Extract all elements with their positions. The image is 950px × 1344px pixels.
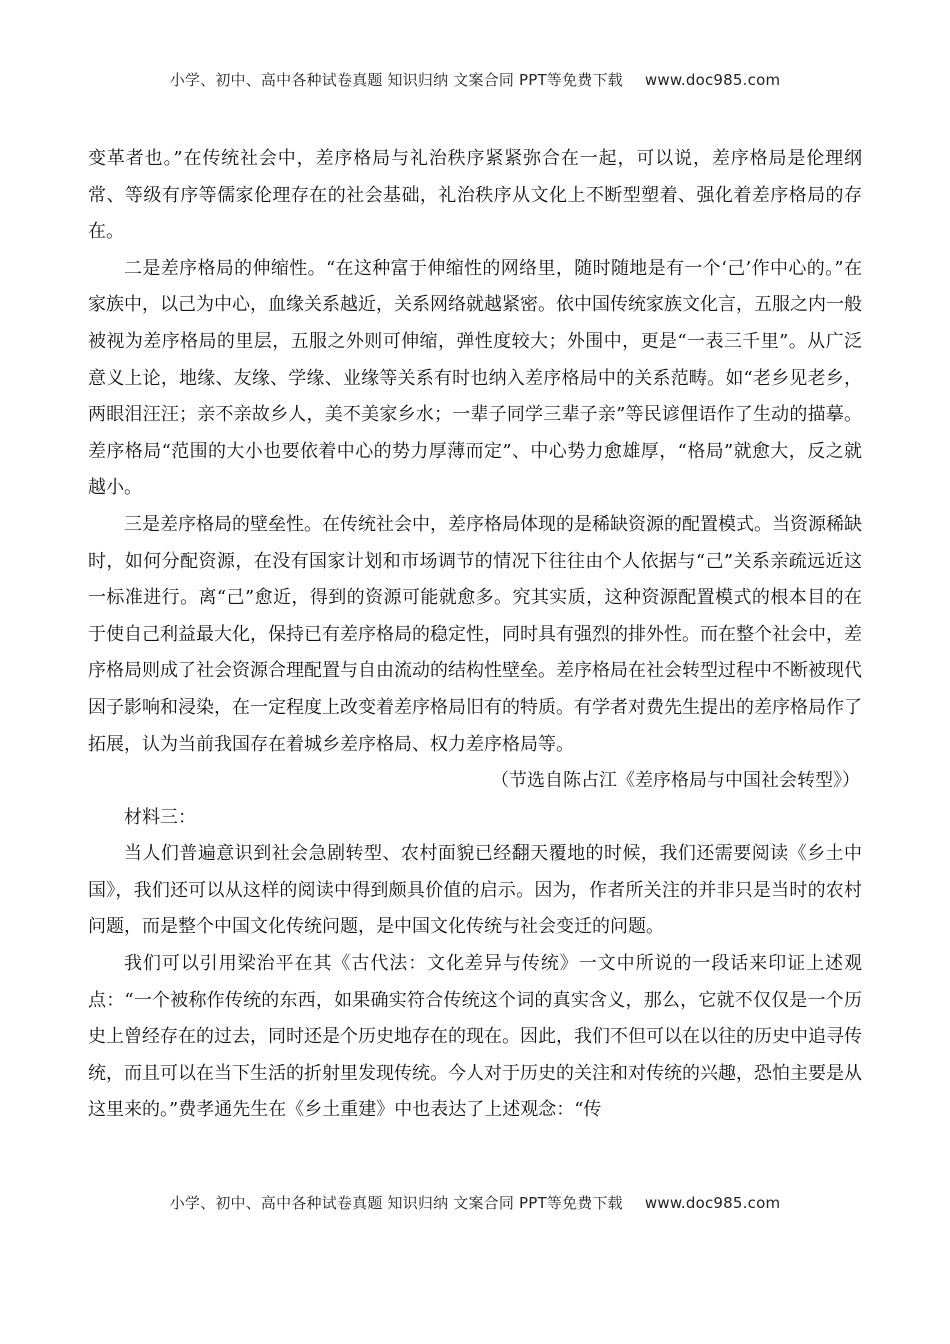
material-paragraph-2: 我们可以引用梁治平在其《古代法：文化差异与传统》一文中所说的一段话来印证上述观点：“一个被称作传统的东西，如果确实符合传统这个词的真实含义，那么，它就不仅仅是一个历史上曾经存在的过去，同时还是个历史地存在的现在。因此，我们不但可以在以往的历史中追寻传统，而且可以在当下生活的折射里发现传统。今人对于历史的关注和对传统的兴趣，恐怕主要是从这里来的。”费孝通先生在《乡土重建》中也表达了上述观念：“传 [88,953,862,1121]
footer-url[interactable]: www.doc985.com [644,1194,781,1212]
header-text: 小学、初中、高中各种试卷真题 知识归纳 文案合同 PPT等免费下载 [169,71,623,89]
page-header [0,69,950,90]
source-citation: （节选自陈占江《差序格局与中国社会转型》） [491,770,860,792]
paragraph-continued: 变革者也。”在传统社会中，差序格局与礼治秩序紧紧弥合在一起，可以说，差序格局是伦理纲常、等级有序等儒家伦理存在的社会基础，礼治秩序从文化上不断型塑着、强化着差序格局的存在。 [88,148,862,243]
document-body [88,141,862,1129]
header-url[interactable]: www.doc985.com [644,71,781,89]
page-footer [0,1192,950,1213]
material-paragraph-1: 当人们普遍意识到社会急剧转型、农村面貌已经翻天覆地的时候，我们还需要阅读《乡土中国》，我们还可以从这样的阅读中得到颇具价值的启示。因为，作者所关注的并非只是当时的农村问题，而是整个中国文化传统问题，是中国文化传统与社会变迁的问题。 [88,843,862,938]
paragraph-elasticity: 二是差序格局的伸缩性。“在这种富于伸缩性的网络里，随时随地是有一个‘己’作中心的。”在家族中，以己为中心，血缘关系越近，关系网络就越紧密。依中国传统家族文化言，五服之内一般被视为差序格局的里层，五服之外则可伸缩，弹性度较大；外围中，更是“一表三千里”。从广泛意义上论，地缘、友缘、学缘、业缘等关系有时也纳入差序格局中的关系范畴。如“老乡见老乡，两眼泪汪汪；亲不亲故乡人，美不美家乡水；一辈子同学三辈子亲”等民谚俚语作了生动的描摹。差序格局“范围的大小也要依着中心的势力厚薄而定”、中心势力愈雄厚，“格局”就愈大，反之就越小。 [88,257,862,499]
material-three-label: 材料三： [124,806,196,828]
paragraph-barrier: 三是差序格局的壁垒性。在传统社会中，差序格局体现的是稀缺资源的配置模式。当资源稀缺时，如何分配资源，在没有国家计划和市场调节的情况下往往由个人依据与“己”关系亲疏远近这一标准进行。离“己”愈近，得到的资源可能就愈多。究其实质，这种资源配置模式的根本目的在于使自己利益最大化，保持已有差序格局的稳定性，同时具有强烈的排外性。而在整个社会中，差序格局则成了社会资源合理配置与自由流动的结构性壁垒。差序格局在社会转型过程中不断被现代因子影响和浸染，在一定程度上改变着差序格局旧有的特质。有学者对费先生提出的差序格局作了拓展，认为当前我国存在着城乡差序格局、权力差序格局等。 [88,513,862,755]
footer-text: 小学、初中、高中各种试卷真题 知识归纳 文案合同 PPT等免费下载 [169,1194,623,1212]
